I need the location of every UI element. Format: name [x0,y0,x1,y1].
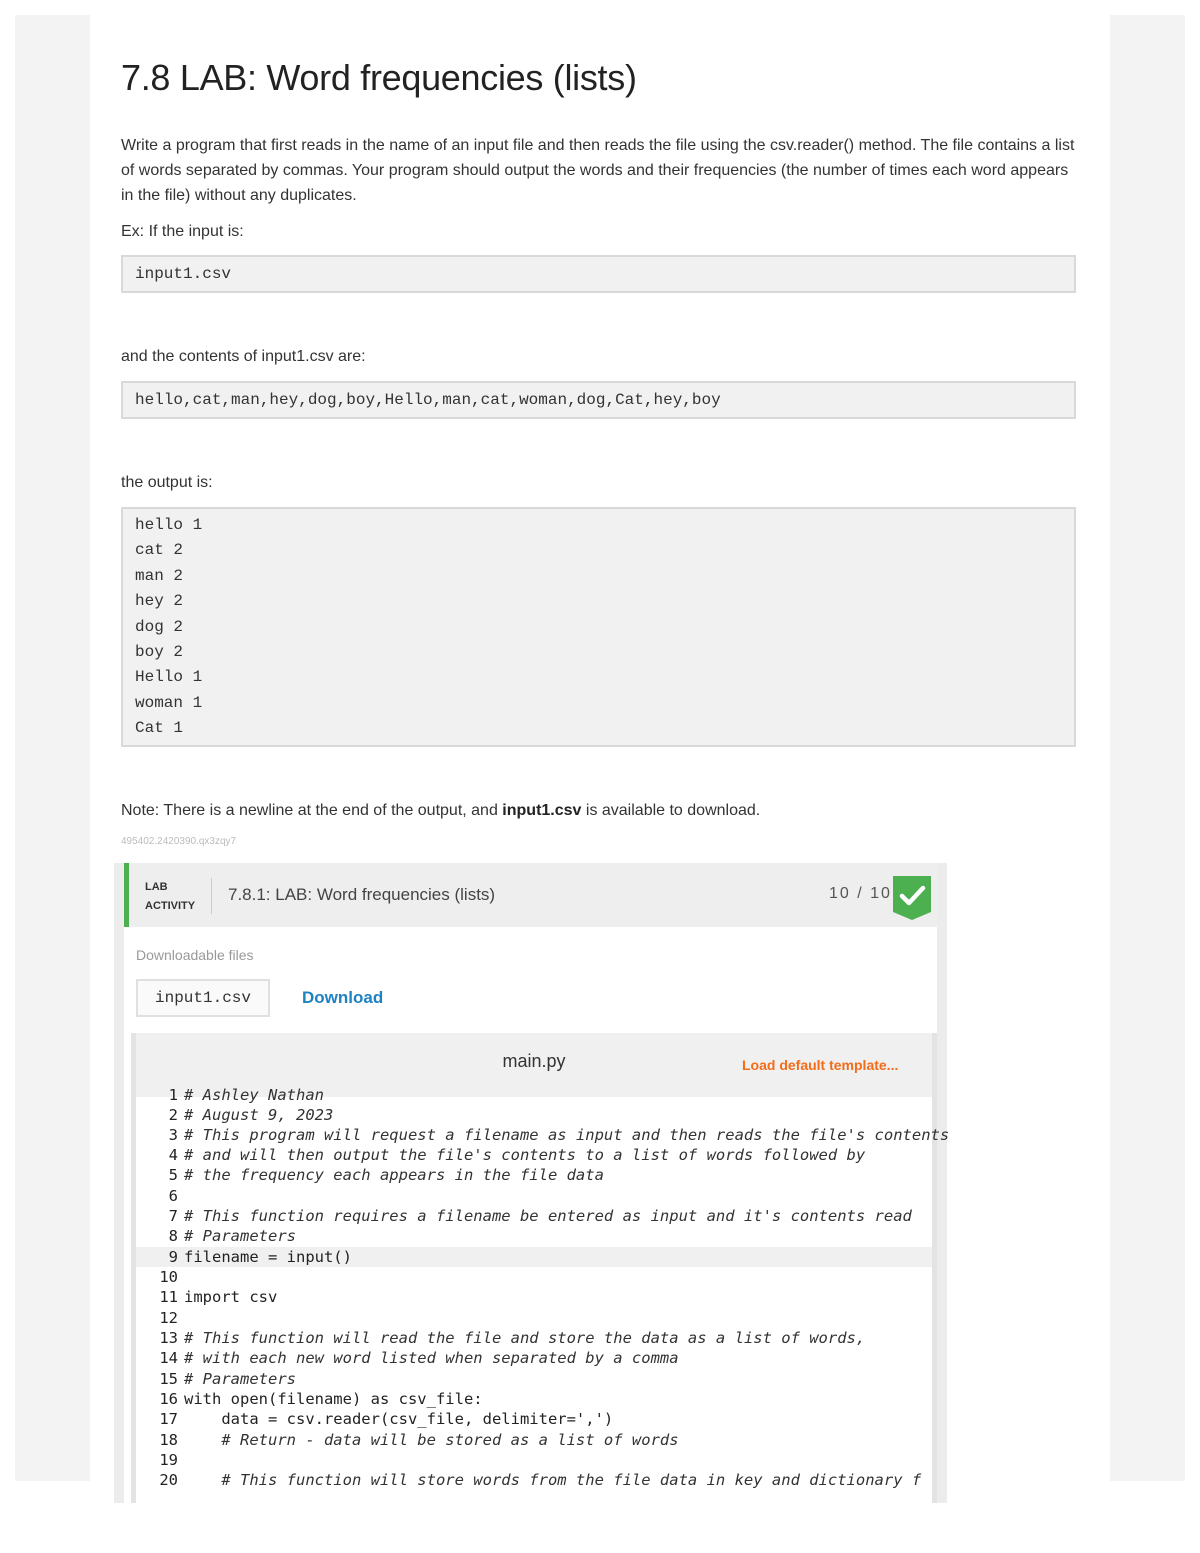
header-divider [211,878,212,914]
line-text: # This program will request a filename as input and then reads the file's contents [184,1126,950,1144]
line-number: 1 [168,1086,178,1104]
contents-example-box [121,381,1076,419]
code-area[interactable] [136,1086,950,1503]
line-number: 18 [159,1431,178,1449]
lab-tag-line1: LAB [145,881,168,893]
note-filename: input1.csv [502,802,582,819]
tracking-id: 495402.2420390.qx3zqy7 [121,836,237,847]
line-number: 19 [159,1451,178,1469]
code-line[interactable] [136,1125,950,1145]
line-number: 8 [168,1227,178,1245]
completed-check-icon [893,876,931,920]
output-label: the output is: [121,474,213,491]
downloadable-files-label: Downloadable files [136,947,254,963]
line-number: 3 [168,1126,178,1144]
downloadable-file-name: input1.csv [136,979,270,1017]
lab-activity-header [124,863,937,927]
code-line[interactable] [136,1287,932,1307]
line-text: # Parameters [184,1370,296,1388]
line-number: 20 [159,1471,178,1489]
lab-activity-tag [145,878,195,916]
code-line[interactable] [136,1105,932,1125]
lab-tag-line2: ACTIVITY [145,900,196,912]
line-text: data = csv.reader(csv_file, delimiter=',') [184,1410,614,1428]
download-link[interactable]: Download [302,988,384,1007]
line-number: 9 [168,1248,178,1266]
code-line[interactable] [136,1409,932,1429]
line-text: # This function requires a filename be entered as input and it's contents read [184,1207,912,1225]
line-text: with open(filename) as csv_file: [184,1390,483,1408]
line-text: # August 9, 2023 [184,1106,334,1124]
output-line: woman 1 [135,693,203,712]
contents-example-text: hello,cat,man,hey,dog,boy,Hello,man,cat,woman,dog,Cat,hey,boy [135,391,721,409]
code-line[interactable] [136,1308,932,1328]
line-text: # Return - data will be stored as a list of words [184,1431,679,1449]
code-line[interactable] [136,1348,932,1368]
output-line: hello 1 [135,516,203,534]
line-number: 10 [159,1268,178,1286]
line-number: 13 [159,1329,178,1347]
code-line[interactable] [136,1328,932,1348]
line-text: # This function will store words from the file data in key and dictionary f [184,1471,922,1489]
code-line[interactable] [136,1470,932,1490]
line-text: # This function will read the file and store the data as a list of words, [184,1329,866,1347]
lab-score: 10 / 10 [829,885,892,902]
line-text: # the frequency each appears in the file data [184,1166,604,1184]
lab-activity-panel [114,863,950,1503]
note-prefix: Note: There is a newline at the end of the output, and [121,802,503,819]
line-text: # with each new word listed when separated by a comma [184,1349,679,1367]
code-line[interactable] [136,1430,932,1450]
line-text: # Parameters [184,1227,296,1245]
output-line: man 2 [135,566,184,585]
input-example-text: input1.csv [135,265,232,283]
input-example-box [121,255,1076,293]
line-text: # Ashley Nathan [184,1086,324,1104]
editor-filename: main.py [502,1051,566,1071]
output-line: hey 2 [135,592,184,611]
page-title: 7.8 LAB: Word frequencies (lists) [121,57,637,98]
line-number: 4 [168,1146,178,1164]
lab-activity-title: 7.8.1: LAB: Word frequencies (lists) [228,885,496,904]
line-number: 17 [159,1410,178,1428]
line-number: 15 [159,1370,178,1388]
output-example-box [121,507,1076,747]
output-line: dog 2 [135,617,184,636]
line-number: 7 [168,1207,178,1225]
note-suffix: is available to download. [581,802,761,819]
line-number: 16 [159,1390,178,1408]
line-text: import csv [184,1288,278,1306]
output-line: Hello 1 [135,668,203,687]
code-line[interactable] [136,1206,932,1226]
example-label: Ex: If the input is: [121,223,244,240]
code-editor [131,1033,950,1503]
code-line[interactable] [136,1267,932,1287]
intro-paragraph: Write a program that first reads in the name of an input file and then reads the file using the csv.reader() method. The file contains a list of words separated by commas. Your program should output the words and their frequencies (the number of times each word appears in the file) without any duplicates. [121,137,1075,204]
contents-label: and the contents of input1.csv are: [121,348,366,365]
line-number: 2 [168,1106,178,1124]
line-text: # and will then output the file's contents to a list of words followed by [184,1146,866,1164]
code-line[interactable] [136,1145,932,1165]
line-text: filename = input() [184,1248,352,1266]
code-line[interactable] [136,1369,932,1389]
note-paragraph [121,798,1081,823]
content-page [90,15,1110,1489]
code-line[interactable] [136,1165,932,1185]
line-number: 5 [168,1166,178,1184]
line-number: 12 [159,1309,178,1327]
code-line[interactable] [136,1186,932,1206]
output-line: cat 2 [135,541,184,560]
line-number: 11 [159,1288,178,1306]
line-number: 6 [168,1187,178,1205]
code-line[interactable] [136,1389,932,1409]
output-line: Cat 1 [135,719,184,738]
output-line: boy 2 [135,642,184,661]
code-line[interactable] [136,1450,932,1470]
lab-activity-body [124,863,950,1503]
code-line[interactable] [136,1226,932,1246]
load-default-template-button[interactable]: Load default template... [742,1057,899,1073]
line-number: 14 [159,1349,178,1367]
code-line-active[interactable] [136,1247,932,1267]
code-line[interactable] [136,1085,932,1105]
